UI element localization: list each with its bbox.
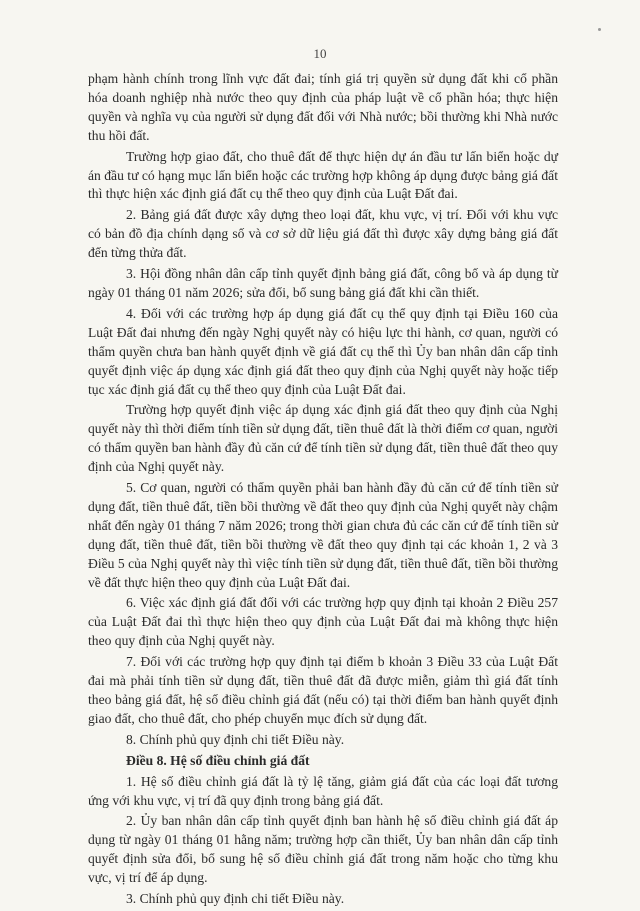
- paragraph: 8. Chính phủ quy định chi tiết Điều này.: [126, 731, 345, 747]
- paragraph: 6. Việc xác định giá đất đối với các trường hợp quy định tại khoản 2 Điều 257 của Luật Đất đai thì thực hiện theo quy định của Luật Đất đai mà không thực hiện theo quy định của Nghị quyết này.: [88, 595, 558, 649]
- article-heading: Điều 8. Hệ số điều chỉnh giá đất: [126, 752, 310, 768]
- paragraph: Trường hợp giao đất, cho thuê đất để thực hiện dự án đầu tư lấn biển hoặc dự án đầu tư có hạng mục lấn biển hoặc các trường hợp không áp dụng được bảng giá đất thì thực hiện xác định giá đất cụ thể theo quy định của Luật Đất đai.: [88, 148, 558, 202]
- page-number: 10: [313, 46, 327, 61]
- document-body: [88, 70, 558, 911]
- paragraph: 4. Đối với các trường hợp áp dụng giá đất cụ thể quy định tại Điều 160 của Luật Đất đai nhưng đến ngày Nghị quyết này có hiệu lực thi hành, cơ quan, người có thẩm quyền chưa ban hành quyết định về giá đất cụ thể thì Ủy ban nhân dân cấp tỉnh quyết định việc áp dụng xác định giá đất theo quy định của Nghị quyết này hoặc tiếp tục xác định giá đất cụ thể theo quy định của Luật Đất đai.: [88, 305, 558, 397]
- paragraph: phạm hành chính trong lĩnh vực đất đai; tính giá trị quyền sử dụng đất khi cổ phần hóa doanh nghiệp nhà nước theo quy định của pháp luật về cổ phần hóa; thực hiện quyền và nghĩa vụ của người sử dụng đất đối với Nhà nước; bồi thường khi Nhà nước thu hồi đất.: [88, 71, 558, 143]
- paragraph: 5. Cơ quan, người có thẩm quyền phải ban hành đầy đủ căn cứ để tính tiền sử dụng đất, tiền thuê đất, tiền bồi thường về đất theo quy định của Nghị quyết này chậm nhất đến ngày 01 tháng 7 năm 2026; trong thời gian chưa đủ các căn cứ để tính tiền sử dụng đất, tiền thuê đất, tiền bồi thường về đất theo quy định tại các khoản 1, 2 và 3 Điều 5 của Nghị quyết này thì việc tính tiền sử dụng đất, tiền thuê đất, tiền bồi thường về đất thực hiện theo quy định của Luật Đất đai.: [88, 480, 558, 590]
- paragraph: 3. Chính phủ quy định chi tiết Điều này.: [126, 891, 345, 907]
- paragraph: 2. Bảng giá đất được xây dựng theo loại đất, khu vực, vị trí. Đối với khu vực có bản đồ địa chính dạng số và cơ sở dữ liệu giá đất thì được xây dựng bảng giá đất đến từng thửa đất.: [88, 207, 558, 261]
- paragraph: 2. Ủy ban nhân dân cấp tỉnh quyết định ban hành hệ số điều chỉnh giá đất áp dụng từ ngày 01 tháng 01 hằng năm; trường hợp cần thiết, Ủy ban nhân dân cấp tỉnh quyết định sửa đổi, bổ sung hệ số điều chỉnh giá đất trong năm hoặc cho từng khu vực, vị trí để áp dụng.: [88, 813, 558, 886]
- paragraph: 3. Hội đồng nhân dân cấp tỉnh quyết định bảng giá đất, công bố và áp dụng từ ngày 01 tháng 01 năm 2026; sửa đổi, bổ sung bảng giá đất khi cần thiết.: [88, 266, 558, 300]
- scan-speck: [598, 28, 601, 31]
- paragraph: 7. Đối với các trường hợp quy định tại điểm b khoản 3 Điều 33 của Luật Đất đai mà phải tính tiền sử dụng đất, tiền thuê đất đã được miễn, giảm thì giá đất tính theo bảng giá đất, hệ số điều chỉnh giá đất (nếu có) tại thời điểm ban hành quyết định giao đất, cho thuê đất, cho phép chuyển mục đích sử dụng đất.: [88, 654, 558, 726]
- paragraph: Trường hợp quyết định việc áp dụng xác định giá đất theo quy định của Nghị quyết này thì thời điểm tính tiền sử dụng đất, tiền thuê đất là thời điểm cơ quan, người có thẩm quyền ban hành đầy đủ căn cứ để tính tiền sử dụng đất, tiền thuê đất theo quy định của Nghị quyết này.: [88, 402, 558, 475]
- paragraph: 1. Hệ số điều chỉnh giá đất là tỷ lệ tăng, giảm giá đất của các loại đất tương ứng với khu vực, vị trí đã quy định trong bảng giá đất.: [88, 773, 558, 808]
